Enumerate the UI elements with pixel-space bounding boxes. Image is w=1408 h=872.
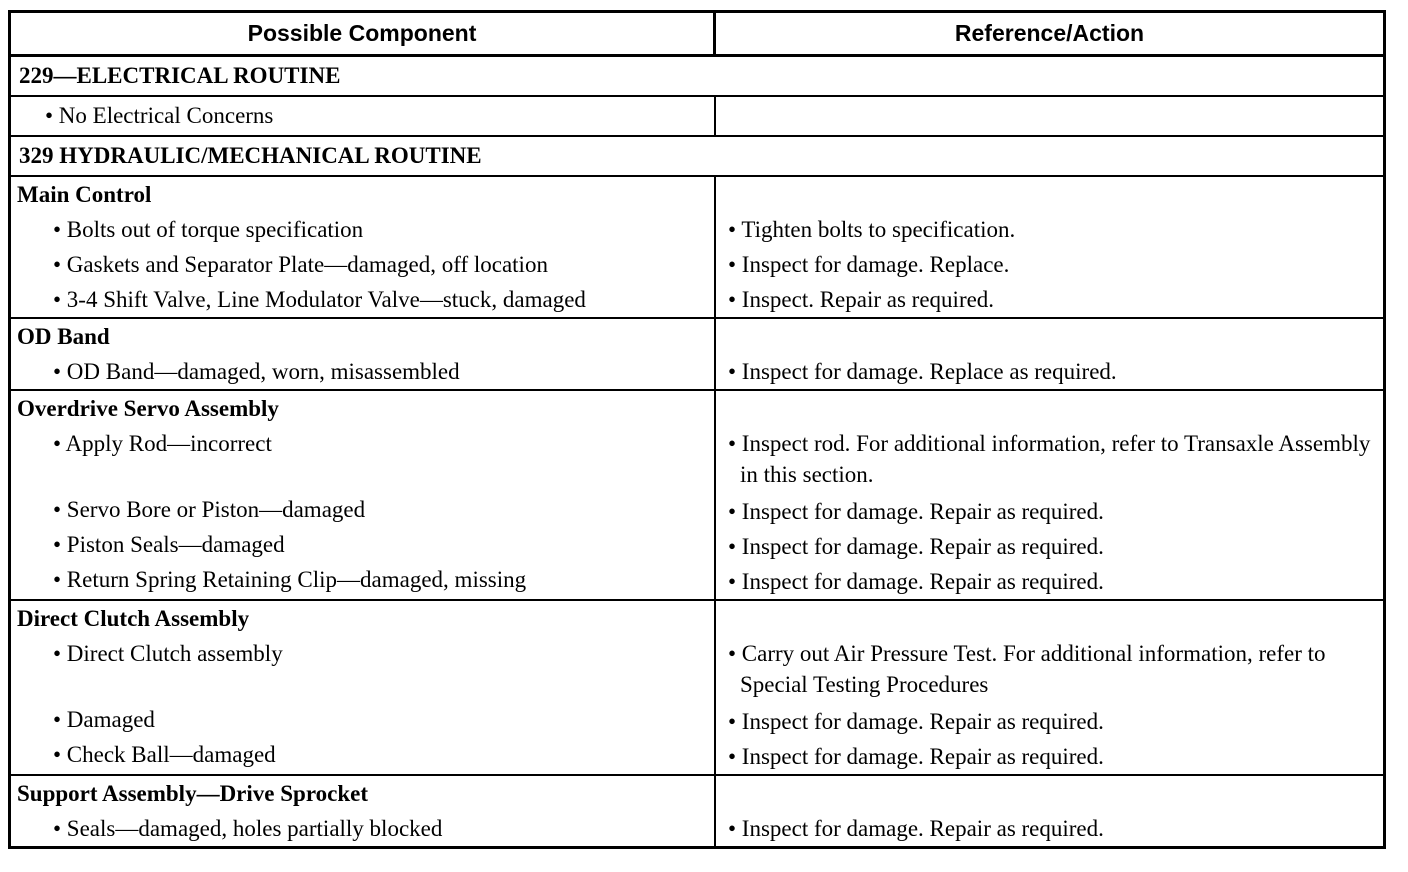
action-item: • Inspect for damage. Replace as required. <box>728 359 1117 384</box>
action-item: • Inspect for damage. Replace. <box>728 252 1010 277</box>
spacer <box>716 177 1383 212</box>
action-item: • Inspect for damage. Repair as required. <box>728 744 1104 769</box>
action-item: • Inspect for damage. Repair as required. <box>728 816 1104 841</box>
empty-action-cell <box>716 97 1383 135</box>
list-item: • Direct Clutch assembly <box>53 641 283 666</box>
header-possible-component: Possible Component <box>11 13 716 54</box>
servo-actions <box>716 391 1383 599</box>
support-components <box>11 776 716 846</box>
action-item: • Inspect for damage. Repair as required. <box>728 499 1104 524</box>
action-item: • Tighten bolts to specification. <box>728 217 1016 242</box>
list-item: • Bolts out of torque specification <box>53 217 364 242</box>
list-item: • Piston Seals—damaged <box>53 532 285 557</box>
action-item: • Inspect rod. For additional information, refer to Transaxle Assembly in this section. <box>728 431 1371 487</box>
table-row <box>11 97 1383 137</box>
list-item: • Damaged <box>53 707 155 732</box>
section-title: Direct Clutch Assembly <box>17 606 250 631</box>
spacer <box>716 601 1383 636</box>
direct-clutch-components <box>11 601 716 774</box>
table-header <box>11 13 1383 57</box>
section-title: OD Band <box>17 324 110 349</box>
spacer <box>716 776 1383 811</box>
main-control-actions <box>716 177 1383 317</box>
spacer <box>716 319 1383 354</box>
hydraulic-routine-title: 329 HYDRAULIC/MECHANICAL ROUTINE <box>19 143 482 168</box>
list-item: • Seals—damaged, holes partially blocked <box>53 816 443 841</box>
action-item: • Carry out Air Pressure Test. For additional information, refer to Special Testing Procedures <box>728 641 1326 697</box>
list-item: • Return Spring Retaining Clip—damaged, missing <box>53 567 527 592</box>
main-control-components <box>11 177 716 317</box>
spacer <box>716 391 1383 426</box>
servo-section <box>11 391 1383 601</box>
action-item: • Inspect. Repair as required. <box>728 287 995 312</box>
list-item: • Servo Bore or Piston—damaged <box>53 497 366 522</box>
diagnosis-table <box>8 10 1386 849</box>
od-band-actions <box>716 319 1383 389</box>
direct-clutch-actions <box>716 601 1383 774</box>
action-item: • Inspect for damage. Repair as required. <box>728 534 1104 559</box>
section-title: Main Control <box>17 182 152 207</box>
action-item: • Inspect for damage. Repair as required. <box>728 569 1104 594</box>
servo-components <box>11 391 716 599</box>
main-control-section <box>11 177 1383 319</box>
support-actions <box>716 776 1383 846</box>
section-title: Support Assembly—Drive Sprocket <box>17 781 368 806</box>
hydraulic-routine-row <box>11 137 1383 177</box>
electrical-concerns-item: • No Electrical Concerns <box>11 97 716 135</box>
list-item: • 3-4 Shift Valve, Line Modulator Valve—stuck, damaged <box>53 287 586 312</box>
od-band-section <box>11 319 1383 391</box>
list-item: • Check Ball—damaged <box>53 742 276 767</box>
electrical-routine-row <box>11 57 1383 97</box>
electrical-routine-title: 229—ELECTRICAL ROUTINE <box>19 63 341 88</box>
section-title: Overdrive Servo Assembly <box>17 396 279 421</box>
header-reference-action: Reference/Action <box>954 20 1145 46</box>
list-item: • Gaskets and Separator Plate—damaged, off location <box>53 252 548 277</box>
list-item: • Apply Rod—incorrect <box>53 431 272 456</box>
action-item: • Inspect for damage. Repair as required. <box>728 709 1104 734</box>
direct-clutch-section <box>11 601 1383 776</box>
od-band-components <box>11 319 716 389</box>
list-item: • OD Band—damaged, worn, misassembled <box>53 359 460 384</box>
support-section <box>11 776 1383 846</box>
